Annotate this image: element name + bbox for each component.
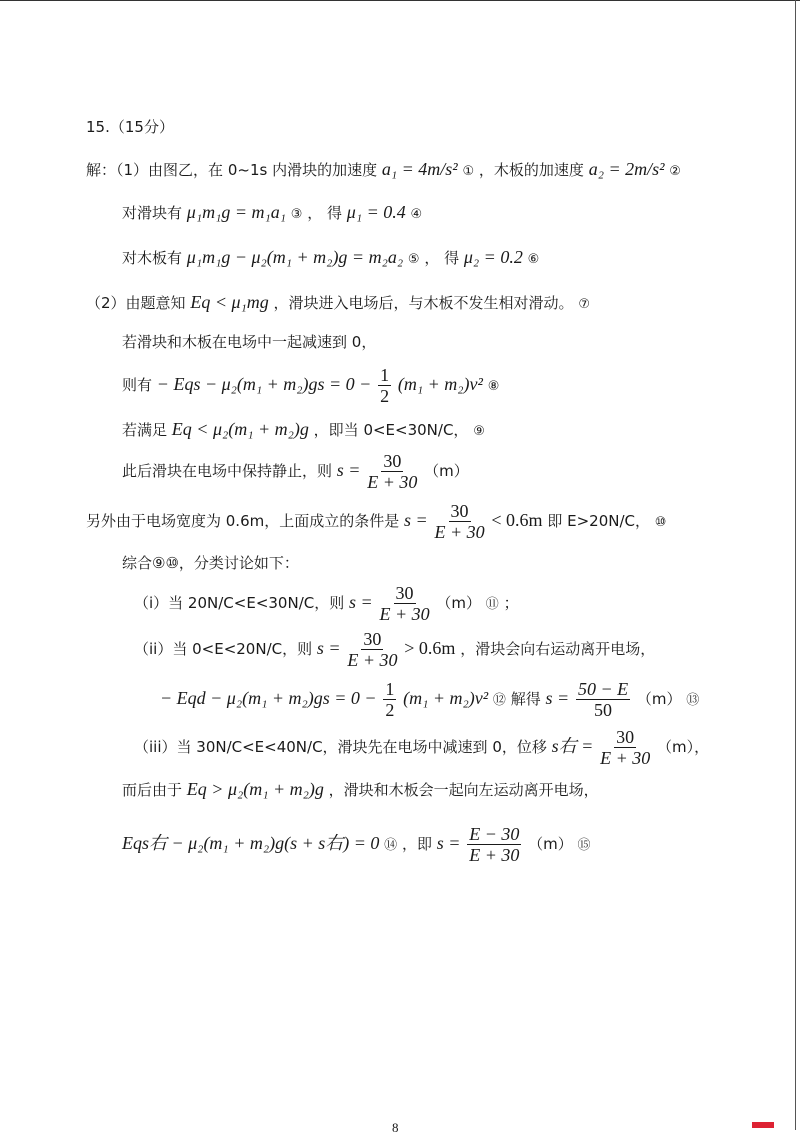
case-ii-end: ，滑块会向右运动离开电场， xyxy=(460,640,656,658)
circled-num-11: ⑪ xyxy=(485,597,499,612)
unit-m: （m）， xyxy=(657,738,710,756)
frac-den xyxy=(347,650,397,669)
s-fraction xyxy=(347,630,397,669)
case-iii-line xyxy=(134,728,709,767)
half-den: 2 xyxy=(385,700,395,720)
case-ii-text: （ii）当 0<E<20N/C，则 xyxy=(134,640,313,658)
final-num xyxy=(467,825,521,845)
part2-intro-line xyxy=(86,293,590,311)
circled-num-4: ④ xyxy=(410,207,423,222)
frac-den xyxy=(600,748,650,767)
summary-text: 综合⑨⑩，分类讨论如下： xyxy=(122,554,299,572)
circled-num-14: ⑭ xyxy=(384,838,398,853)
solution-label: 解： xyxy=(86,161,117,179)
leave-pre: 而后由于 xyxy=(122,781,183,799)
case-i-text: （i）当 20N/C<E<30N/C，则 xyxy=(134,594,345,612)
frac-den-text: E + 30 xyxy=(379,604,430,624)
static-pre: 若满足 xyxy=(122,421,168,439)
unit-m: （m） xyxy=(528,835,573,853)
equation-a1: a₁ = 4m/s² xyxy=(381,159,458,179)
case-ii-eq-right: (m₁ + m₂)v² xyxy=(403,688,489,708)
slider-label: 对滑块有 xyxy=(122,204,183,222)
part2-intro: （2）由题意知 xyxy=(86,294,186,312)
board-equation-line xyxy=(122,248,539,266)
leave-condition: Eq > μ₂(m₁ + m₂)g xyxy=(186,779,324,799)
half-fraction xyxy=(378,366,391,405)
static-range: ，即当 0<E<30N/C， xyxy=(313,421,469,439)
mu1-result: μ₁ = 0.4 xyxy=(346,202,406,222)
circled-num-3: ③ xyxy=(290,207,303,222)
circled-num-5: ⑤ xyxy=(407,252,420,267)
frac-num: 30 xyxy=(616,727,635,747)
width-condition: < 0.6m xyxy=(491,510,543,530)
case-ii-den: 50 xyxy=(594,700,613,720)
slider-equation-line xyxy=(122,203,422,221)
board-label: 对木板有 xyxy=(122,249,183,267)
solution-part1-line xyxy=(86,160,681,178)
s-equals: s = xyxy=(349,592,373,612)
frac-num: 30 xyxy=(363,629,382,649)
s-equals: s = xyxy=(404,510,428,530)
circled-num-1: ① xyxy=(462,164,475,179)
slider-equation: μ₁m₁g = m₁a₁ xyxy=(186,202,287,222)
case-ii-get: 解得 xyxy=(510,690,541,708)
s-right-equals: s右 = xyxy=(551,736,594,756)
case-ii-equation-line xyxy=(160,680,699,719)
half-den: 2 xyxy=(380,386,390,406)
case-ii-num-text: 50 − E xyxy=(577,679,629,699)
mu2-result: μ₂ = 0.2 xyxy=(463,247,523,267)
final-equation: Eqs右 − μ₂(m₁ + m₂)g(s + s右) = 0 xyxy=(122,833,380,853)
final-fraction xyxy=(467,825,521,864)
case-ii-condition: > 0.6m xyxy=(404,638,456,658)
energy-pre: 则有 xyxy=(122,376,153,394)
circled-num-8: ⑧ xyxy=(487,379,500,394)
final-num-text: E − 30 xyxy=(469,824,520,844)
s-fraction xyxy=(434,502,484,541)
s-fraction xyxy=(600,728,650,767)
energy-equation-line xyxy=(122,366,499,405)
final-den xyxy=(469,845,519,864)
s-fraction xyxy=(379,584,429,623)
case-ii-fraction xyxy=(576,680,630,719)
frac-den xyxy=(367,472,417,491)
page-right-border xyxy=(795,0,796,1130)
width-condition-line xyxy=(86,502,666,541)
frac-den-text: E + 30 xyxy=(434,522,485,542)
static-result-line xyxy=(122,452,469,491)
frac-den xyxy=(379,604,429,623)
case-ii-line xyxy=(134,630,655,669)
frac-num: 30 xyxy=(383,451,402,471)
problem-header xyxy=(86,120,174,135)
circled-num-12: ⑫ xyxy=(492,693,506,708)
static-condition-line xyxy=(122,420,485,438)
case-i-line xyxy=(134,584,519,623)
energy-eq-right: (m₁ + m₂)v² xyxy=(397,374,483,394)
static-result-text: 此后滑块在电场中保持静止，则 xyxy=(122,462,333,480)
s-equals: s = xyxy=(436,833,461,853)
width-text: 另外由于电场宽度为 0.6m，上面成立的条件是 xyxy=(86,512,400,530)
s-equals: s = xyxy=(545,688,570,708)
final-then: ，即 xyxy=(401,835,432,853)
part1-intro: （1）由图乙，在 0~1s 内滑块的加速度 xyxy=(116,161,378,179)
equation-a2: a₂ = 2m/s² xyxy=(588,159,665,179)
board-equation: μ₁m₁g − μ₂(m₁ + m₂)g = m₂a₂ xyxy=(186,247,404,267)
unit-m: （m） xyxy=(436,594,482,612)
frac-den-text: E + 30 xyxy=(600,748,651,768)
circled-num-10: ⑩ xyxy=(654,515,667,530)
slider-get: ， 得 xyxy=(307,204,343,222)
circled-num-9: ⑨ xyxy=(473,424,485,439)
frac-den xyxy=(434,522,484,541)
circled-num-15: ⑮ xyxy=(577,838,591,853)
s-equals: s = xyxy=(316,638,341,658)
case-ii-num xyxy=(576,680,630,700)
problem-header-text: 15.（15分） xyxy=(86,118,174,136)
half-num: 1 xyxy=(380,365,390,385)
part2-text: ，滑块进入电场后，与木板不发生相对滑动。 xyxy=(273,294,574,312)
page-top-border xyxy=(0,0,800,1)
half-fraction xyxy=(383,680,396,719)
unit-m: （m） xyxy=(636,690,682,708)
decelerate-line xyxy=(122,335,376,350)
energy-eq-left: − Eqs − μ₂(m₁ + m₂)gs = 0 − xyxy=(156,374,372,394)
frac-den-text: E + 30 xyxy=(347,650,398,670)
s-fraction xyxy=(367,452,417,491)
circled-num-7: ⑦ xyxy=(578,297,590,312)
part1-mid: ，木板的加速度 xyxy=(478,161,584,179)
s-equals: s = xyxy=(336,460,361,480)
case-i-end: ； xyxy=(503,594,519,612)
final-den-text: E + 30 xyxy=(469,845,520,865)
case-ii-eq-left: − Eqd − μ₂(m₁ + m₂)gs = 0 − xyxy=(160,688,377,708)
summary-line xyxy=(122,556,299,571)
frac-num: 30 xyxy=(395,583,414,603)
final-equation-line xyxy=(122,825,591,864)
decelerate-text: 若滑块和木板在电场中一起减速到 0， xyxy=(122,333,377,351)
corner-mark xyxy=(752,1122,774,1128)
case-iii-text: （iii）当 30N/C<E<40N/C，滑块先在电场中减速到 0，位移 xyxy=(134,738,547,756)
leave-text: ，滑块和木板会一起向左运动离开电场， xyxy=(328,781,599,799)
frac-den-text: E + 30 xyxy=(367,472,418,492)
part2-condition: Eq < μ₁mg xyxy=(190,292,269,312)
frac-num: 30 xyxy=(450,501,469,521)
circled-num-2: ② xyxy=(669,164,681,179)
leave-field-line xyxy=(122,780,599,798)
circled-num-6: ⑥ xyxy=(527,252,540,267)
static-condition: Eq < μ₂(m₁ + m₂)g xyxy=(171,419,309,439)
page-number: 8 xyxy=(392,1120,399,1135)
unit-m: （m） xyxy=(424,462,469,480)
half-num: 1 xyxy=(385,679,395,699)
board-get: ， 得 xyxy=(424,249,460,267)
width-then: 即 E>20N/C， xyxy=(547,512,650,530)
circled-num-13: ⑬ xyxy=(686,693,700,708)
